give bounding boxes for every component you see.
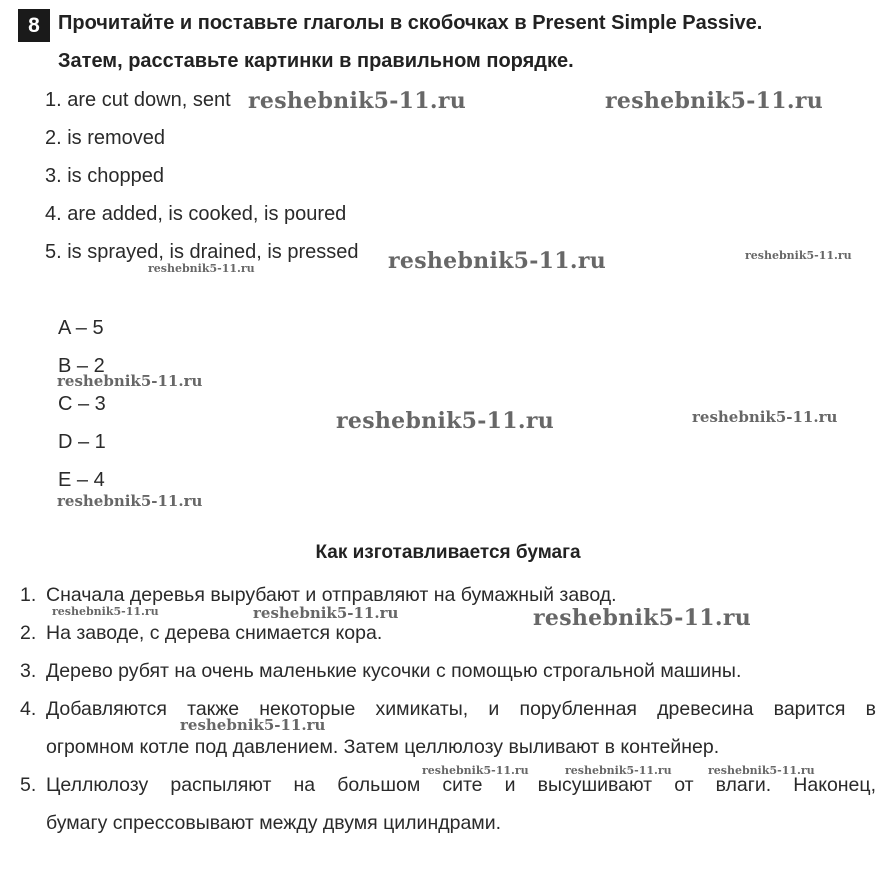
watermark-text: reshebnik5-11.ru xyxy=(422,764,529,777)
paragraph-5 xyxy=(20,766,876,842)
paragraph-line: бумагу спрессовывают между двумя цилиндрами. xyxy=(46,812,502,834)
paragraph-number: 3. xyxy=(20,660,37,682)
watermark-text: reshebnik5-11.ru xyxy=(708,764,815,777)
watermark-text: reshebnik5-11.ru xyxy=(336,408,555,434)
paragraph-line: Сначала деревья вырубают и отправляют на бумажный завод. xyxy=(46,584,617,606)
watermark-text: reshebnik5-11.ru xyxy=(57,372,203,390)
paragraph-3 xyxy=(20,652,876,690)
picture-order-a: A – 5 xyxy=(58,317,104,339)
paragraph-number: 5. xyxy=(20,774,37,796)
answer-3: 3. is chopped xyxy=(45,165,164,187)
paragraph-line: На заводе, с дерева снимается кора. xyxy=(46,622,383,644)
paragraph-number: 2. xyxy=(20,622,37,644)
watermark-text: reshebnik5-11.ru xyxy=(148,262,255,275)
picture-order-c: C – 3 xyxy=(58,393,106,415)
paragraph-line: огромном котле под давлением. Затем целлюлозу выливают в контейнер. xyxy=(46,736,720,758)
answer-2: 2. is removed xyxy=(45,127,166,149)
watermark-text: reshebnik5-11.ru xyxy=(180,716,326,734)
watermark-text: reshebnik5-11.ru xyxy=(248,88,467,114)
watermark-text: reshebnik5-11.ru xyxy=(388,248,607,274)
paragraph-line: Целлюлозу распыляют на большом сите и высушивают от влаги. Наконец, xyxy=(46,774,876,796)
text-heading: Как изготавливается бумага xyxy=(315,542,581,563)
watermark-text: reshebnik5-11.ru xyxy=(52,605,159,618)
paragraph-number: 4. xyxy=(20,698,37,720)
paragraph-4 xyxy=(20,690,876,766)
paragraph-line: Дерево рубят на очень маленькие кусочки с помощью строгальной машины. xyxy=(46,660,742,682)
watermark-text: reshebnik5-11.ru xyxy=(745,249,852,262)
watermark-text: reshebnik5-11.ru xyxy=(692,408,838,426)
exercise-title: Прочитайте и поставьте глаголы в скобочках в Present Simple Passive. xyxy=(58,12,763,34)
paragraph-number: 1. xyxy=(20,584,37,606)
paragraph-line: Добавляются также некоторые химикаты, и порубленная древесина варится в xyxy=(46,698,876,720)
exercise-subtitle: Затем, расставьте картинки в правильном порядке. xyxy=(58,50,574,72)
answer-4: 4. are added, is cooked, is poured xyxy=(45,203,347,225)
watermark-text: reshebnik5-11.ru xyxy=(253,604,399,622)
watermark-text: reshebnik5-11.ru xyxy=(533,605,752,631)
answer-5: 5. is sprayed, is drained, is pressed xyxy=(45,241,359,263)
picture-order-d: D – 1 xyxy=(58,431,106,453)
watermark-text: reshebnik5-11.ru xyxy=(565,764,672,777)
picture-order-e: E – 4 xyxy=(58,469,105,491)
watermark-text: reshebnik5-11.ru xyxy=(57,492,203,510)
exercise-number-badge: 8 xyxy=(18,9,50,42)
watermark-text: reshebnik5-11.ru xyxy=(605,88,824,114)
answer-1: 1. are cut down, sent xyxy=(45,89,231,111)
picture-order-b: B – 2 xyxy=(58,355,105,377)
